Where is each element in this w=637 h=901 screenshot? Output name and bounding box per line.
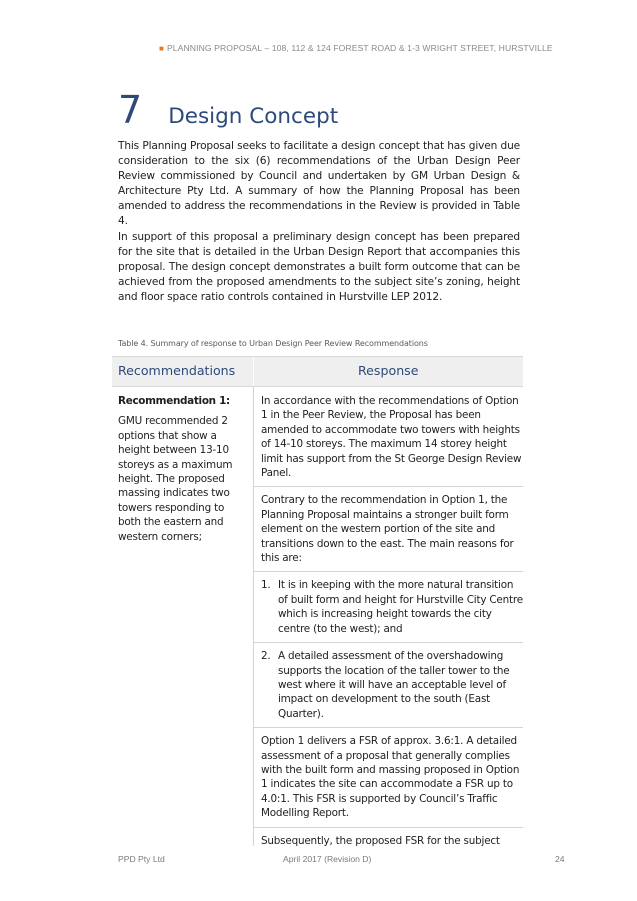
- recommendation-title: Recommendation 1:: [118, 395, 230, 407]
- footer-date: April 2017 (Revision D): [283, 854, 372, 864]
- row-separator: [253, 571, 523, 572]
- response-paragraph: Option 1 delivers a FSR of approx. 3.6:1. A detailed assessment of a proposal that generally complies with the built form and massing proposed in Option 1 indicates the site can accommodate a FSR up to 4.0:1. This FSR is supported by Council’s Traffic Modelling Report.: [261, 735, 520, 820]
- page-number: 24: [555, 854, 565, 864]
- recommendations-table: [112, 356, 523, 847]
- list-item-number: 1.: [261, 579, 271, 592]
- running-header: [159, 43, 589, 53]
- response-paragraph: In accordance with the recommendations of Option 1 in the Peer Review, the Proposal has been amended to accommodate two towers with heights of 14-10 storeys. The maximum 14 storey height limit has support from the St George Design Review Panel.: [261, 395, 522, 480]
- list-item: [261, 649, 523, 721]
- column-header-recommendations: Recommendations: [118, 363, 236, 378]
- row-separator: [253, 486, 523, 487]
- chapter-title: Design Concept: [168, 104, 339, 129]
- square-bullet-icon: ■: [159, 44, 164, 53]
- column-header-response: Response: [358, 363, 419, 378]
- footer-company: PPD Pty Ltd: [118, 854, 165, 864]
- list-item: [261, 578, 523, 636]
- table-header-row: [112, 356, 523, 387]
- list-item-text: It is in keeping with the more natural transition of built form and height for Hurstville City Centre which is increasing height towards the city centre (to the west); and: [278, 579, 523, 635]
- row-separator: [253, 642, 523, 643]
- header-divider: [253, 357, 254, 386]
- body-paragraph-1: This Planning Proposal seeks to facilitate a design concept that has given due consideration to the six (6) recommendations of the Urban Design Peer Review commissioned by Council and undertaken by GM Urban Design & Architecture Pty Ltd. A summary of how the Planning Proposal has been amended to address the recommendations in the Review is provided in Table 4.: [118, 140, 520, 227]
- row-separator: [253, 727, 523, 728]
- chapter-heading: [118, 88, 338, 132]
- response-paragraph: Contrary to the recommendation in Option 1, the Planning Proposal maintains a stronger built form element on the western portion of the site and transitions down to the east. The main reasons for this are:: [261, 494, 514, 565]
- body-paragraph-2: In support of this proposal a preliminary design concept has been prepared for the site that is detailed in the Urban Design Report that accompanies this proposal. The design concept demonstrates a built form outcome that can be achieved from the proposed amendments to the subject site’s zoning, height and floor space ratio controls contained in Hurstville LEP 2012.: [118, 231, 520, 303]
- list-item-text: A detailed assessment of the overshadowing supports the location of the taller tower to the west where it will have an acceptable level of impact on development to the south (East Quarter).: [278, 650, 510, 720]
- table-caption: Table 4. Summary of response to Urban Design Peer Review Recommendations: [118, 339, 428, 348]
- recommendation-cell: [118, 394, 246, 544]
- column-divider: [253, 386, 254, 846]
- chapter-number: 7: [118, 88, 143, 132]
- list-item-number: 2.: [261, 650, 271, 663]
- row-separator: [253, 827, 523, 828]
- response-paragraph: Subsequently, the proposed FSR for the subject: [261, 834, 500, 847]
- recommendation-text: GMU recommended 2 options that show a height between 13-10 storeys as a maximum height. The proposed massing indicates two towers responding to both the eastern and western corners;: [118, 415, 233, 543]
- running-header-text: PLANNING PROPOSAL – 108, 112 & 124 FOREST ROAD & 1-3 WRIGHT STREET, HURSTVILLE: [166, 43, 553, 53]
- response-cell: [261, 394, 523, 854]
